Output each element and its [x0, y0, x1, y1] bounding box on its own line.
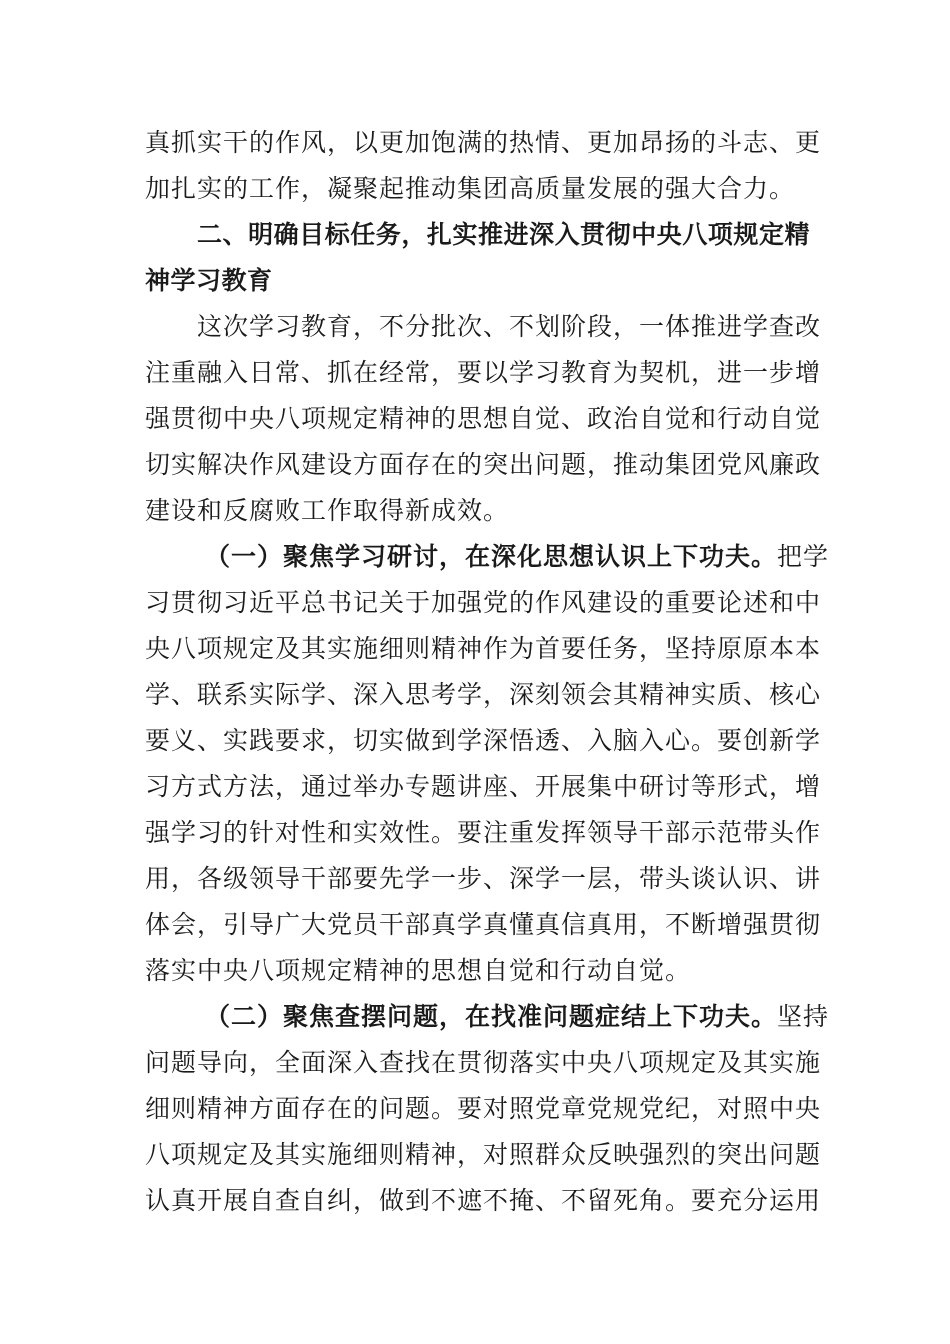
- section-heading: 二、明确目标任务，扎实推进深入贯彻中央八项规定精: [197, 220, 810, 249]
- text-line: 这次学习教育，不分批次、不划阶段，一体推进学查改: [197, 312, 822, 341]
- text-line: 切实解决作风建设方面存在的突出问题，推动集团党风廉政: [145, 450, 822, 479]
- text-line: 习贯彻习近平总书记关于加强党的作风建设的重要论述和中: [145, 588, 822, 617]
- text-line: 建设和反腐败工作取得新成效。: [145, 496, 510, 525]
- text-fragment: 坚持: [777, 1002, 830, 1031]
- document-body: [145, 124, 830, 1228]
- text-line: 央八项规定及其实施细则精神作为首要任务，坚持原原本本: [145, 634, 822, 663]
- text-line: 强学习的针对性和实效性。要注重发挥领导干部示范带头作: [145, 818, 822, 847]
- text-line: 注重融入日常、抓在经常，要以学习教育为契机，进一步增: [145, 358, 822, 387]
- subsection-first-line: [145, 538, 830, 575]
- text-line: 用，各级领导干部要先学一步、深学一层，带头谈认识、讲: [145, 864, 822, 893]
- text-line: 强贯彻中央八项规定精神的思想自觉、政治自觉和行动自觉: [145, 404, 822, 433]
- text-line: 加扎实的工作，凝聚起推动集团高质量发展的强大合力。: [145, 174, 796, 203]
- subsection-heading: （二）聚焦查摆问题，在找准问题症结上下功夫。: [205, 1002, 778, 1031]
- text-line: 认真开展自查自纠，做到不遮不掩、不留死角。要充分运用: [145, 1186, 822, 1215]
- text-line: 学、联系实际学、深入思考学，深刻领会其精神实质、核心: [145, 680, 822, 709]
- subsection-first-line: [145, 998, 830, 1035]
- text-line: 落实中央八项规定精神的思想自觉和行动自觉。: [145, 956, 692, 985]
- text-line: 体会，引导广大党员干部真学真懂真信真用，不断增强贯彻: [145, 910, 822, 939]
- text-line: 习方式方法，通过举办专题讲座、开展集中研讨等形式，增: [145, 772, 822, 801]
- text-fragment: 把学: [777, 542, 830, 571]
- section-heading: 神学习教育: [145, 266, 273, 295]
- subsection-heading: （一）聚焦学习研讨，在深化思想认识上下功夫。: [205, 542, 778, 571]
- text-line: 八项规定及其实施细则精神，对照群众反映强烈的突出问题: [145, 1140, 822, 1169]
- text-line: 细则精神方面存在的问题。要对照党章党规党纪，对照中央: [145, 1094, 822, 1123]
- text-line: 问题导向，全面深入查找在贯彻落实中央八项规定及其实施: [145, 1048, 822, 1077]
- text-line: 真抓实干的作风，以更加饱满的热情、更加昂扬的斗志、更: [145, 128, 822, 157]
- text-line: 要义、实践要求，切实做到学深悟透、入脑入心。要创新学: [145, 726, 822, 755]
